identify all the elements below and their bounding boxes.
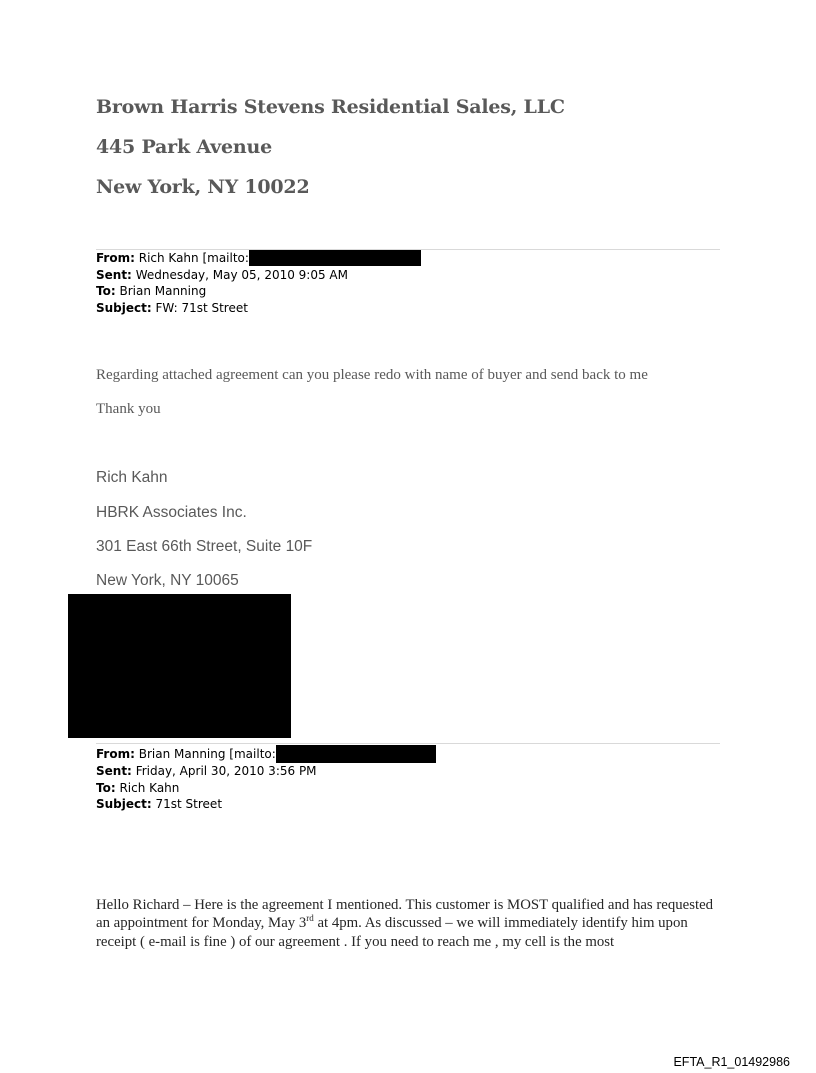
email1-to-line: [96, 283, 421, 300]
email2-body: [96, 896, 726, 951]
email2-sent-line: [96, 763, 436, 780]
signature-street: 301 East 66th Street, Suite 10F: [96, 538, 313, 555]
email1-from-value: Rich Kahn [mailto:: [138, 251, 249, 265]
email2-body-superscript: rd: [306, 913, 314, 924]
company-street: 445 Park Avenue: [96, 136, 272, 158]
signature-company: HBRK Associates Inc.: [96, 504, 247, 521]
document-id-footer: EFTA_R1_01492986: [673, 1055, 790, 1069]
email2-subject-label: Subject:: [96, 797, 152, 811]
email1-body-line2: Thank you: [96, 401, 161, 417]
email1-sent-label: Sent:: [96, 267, 132, 282]
email1-subject-label: Subject:: [96, 300, 152, 315]
email2-from-value: Brian Manning [mailto:: [138, 746, 276, 761]
email1-subject-value: FW: 71st Street: [155, 300, 248, 315]
email2-redaction: [276, 745, 436, 763]
email2-subject-line: [96, 796, 436, 813]
email2-to-label: To:: [96, 780, 116, 795]
email1-body-line1: Regarding attached agreement can you please redo with name of buyer and send back to me: [96, 367, 648, 383]
email2-sent-value: Friday, April 30, 2010 3:56 PM: [135, 764, 317, 778]
email2-body-part1: Hello Richard – Here is the agreement I mentioned. This customer is MOST qualified and has requested an appointment for Monday, May 3: [96, 897, 714, 932]
email1-sent-line: [96, 267, 421, 284]
email1-subject-line: [96, 300, 421, 317]
company-name: Brown Harris Stevens Residential Sales, LLC: [96, 96, 565, 118]
email1-to-value: Brian Manning: [119, 284, 207, 298]
email2-to-line: [96, 780, 436, 797]
email2-divider: [96, 743, 720, 744]
email2-from-label: From:: [96, 746, 135, 761]
email1-sent-value: Wednesday, May 05, 2010 9:05 AM: [135, 267, 348, 282]
email2-body-part2: at 4pm. As discussed – we will immediately identify him upon receipt ( e-mail is fine ) of our agreement . If you need to reach me , my cell is the most: [96, 915, 688, 950]
email2-subject-value: 71st Street: [155, 797, 223, 811]
email1-redaction: [249, 250, 421, 266]
company-city: New York, NY 10022: [96, 176, 310, 198]
email1-to-label: To:: [96, 284, 116, 298]
signature-city: New York, NY 10065: [96, 572, 239, 589]
email1-from-label: From:: [96, 251, 135, 265]
signature-redaction-block: [68, 594, 291, 738]
email2-from-line: [96, 745, 436, 763]
email2-sent-label: Sent:: [96, 764, 132, 778]
signature-name: Rich Kahn: [96, 469, 168, 486]
email2-body-paragraph: [96, 896, 726, 951]
email1-from-line: [96, 250, 421, 267]
email2-header: [96, 745, 436, 813]
email1-header: [96, 250, 421, 316]
email2-to-value: Rich Kahn: [119, 780, 180, 795]
